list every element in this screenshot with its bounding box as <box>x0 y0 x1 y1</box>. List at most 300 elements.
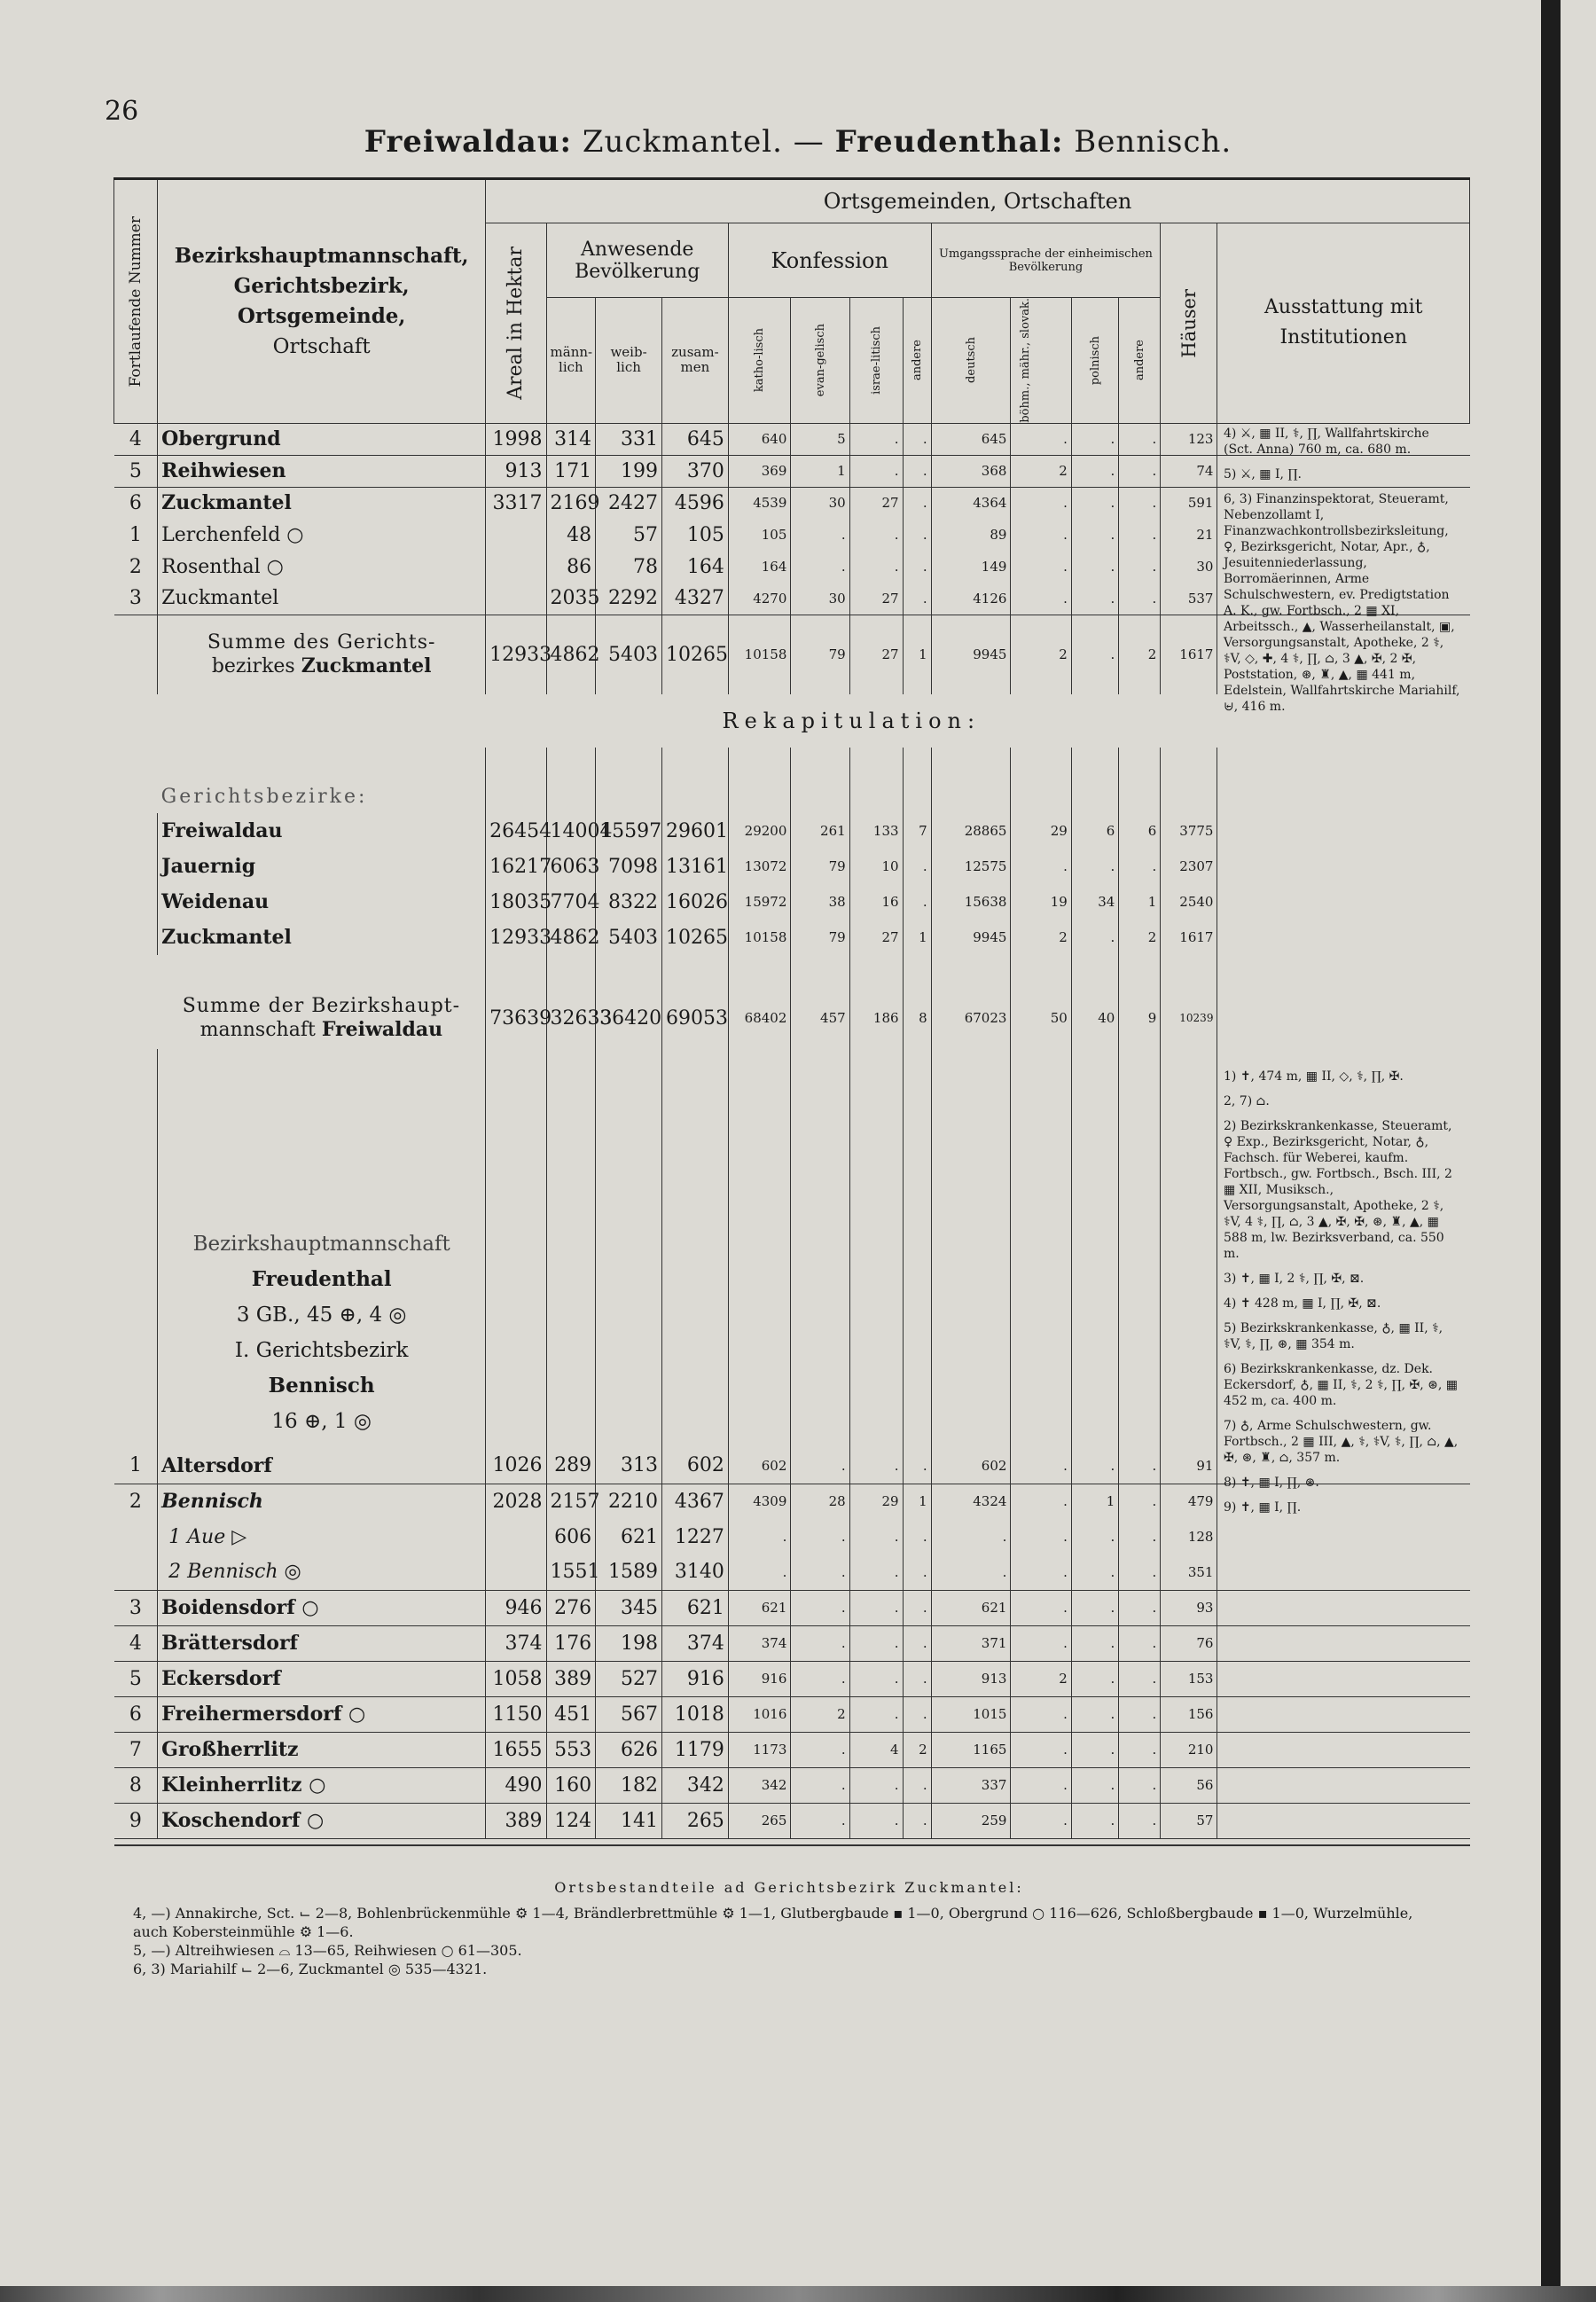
cell-k1: 640 <box>728 423 791 455</box>
cell-s2: . <box>1011 1590 1071 1625</box>
table-row <box>114 1803 1470 1838</box>
cell-k3: . <box>849 1661 903 1696</box>
cell-h: 1617 <box>1161 920 1217 955</box>
cell-z: 1227 <box>661 1519 728 1554</box>
cell-areal: 12933 <box>486 920 546 955</box>
cell-k2: . <box>791 1803 849 1838</box>
cell-k3: . <box>849 1803 903 1838</box>
sum-s4: 2 <box>1119 615 1161 694</box>
scan-edge <box>1541 0 1561 2302</box>
cell-k4: . <box>903 487 931 519</box>
row-number: 7 <box>114 1732 158 1767</box>
cell-w: 331 <box>596 423 662 455</box>
sum-m: 4862 <box>546 615 596 694</box>
cell-s3: . <box>1071 1590 1118 1625</box>
cell-s1: . <box>931 1519 1011 1554</box>
cell-k1: 1016 <box>728 1696 791 1732</box>
cell-s3: . <box>1071 583 1118 615</box>
cell-w: 15597 <box>596 813 662 849</box>
cell-s1: 28865 <box>931 813 1011 849</box>
cell-s3: . <box>1071 1696 1118 1732</box>
header-umgangssprache: Umgangssprache der einheimischen Bevölkerung <box>931 223 1161 298</box>
cell-k3: . <box>849 551 903 583</box>
cell-z: 621 <box>661 1590 728 1625</box>
cell-s3: . <box>1071 551 1118 583</box>
cell-k4: . <box>903 884 931 920</box>
cell-k3: 133 <box>849 813 903 849</box>
cell-k1: 4539 <box>728 487 791 519</box>
row-name: Obergrund <box>158 423 486 455</box>
table-row <box>114 849 1470 884</box>
cell-k2: . <box>791 1625 849 1661</box>
cell-h: 210 <box>1161 1732 1217 1767</box>
note-b-3: 3) ✝, ▦ I, 2 ⚕, ∏, ✠, ⊠. <box>1224 1272 1365 1286</box>
row-number: 2 <box>114 551 158 583</box>
cell-s2: . <box>1011 487 1071 519</box>
cell-h: 479 <box>1161 1484 1217 1519</box>
table-row <box>114 1554 1470 1590</box>
cell-s2: . <box>1011 519 1071 551</box>
cell-k1: 916 <box>728 1661 791 1696</box>
footnote-6: 6, 3) Mariahilf ⌙ 2—6, Zuckmantel ◎ 535—4321. <box>133 1961 488 1977</box>
cell-areal: 1026 <box>486 1448 546 1484</box>
cell-k1: . <box>728 1554 791 1590</box>
cell-areal <box>486 551 546 583</box>
cell-k4: . <box>903 849 931 884</box>
table-row <box>114 1661 1470 1696</box>
cell-m: 7704 <box>546 884 596 920</box>
row-number <box>114 849 158 884</box>
cell-z: 16026 <box>661 884 728 920</box>
row-name: Lerchenfeld ○ <box>158 519 486 551</box>
cell-k3: . <box>849 455 903 487</box>
row-number: 2 <box>114 1484 158 1519</box>
row-number <box>114 813 158 849</box>
cell-z: 105 <box>661 519 728 551</box>
row-number: 6 <box>114 487 158 519</box>
cell-k3: . <box>849 1519 903 1554</box>
cell-h: 21 <box>1161 519 1217 551</box>
cell-k4: . <box>903 1554 931 1590</box>
cell-z: 29601 <box>661 813 728 849</box>
cell-k3: 27 <box>849 487 903 519</box>
cell-k4: 2 <box>903 1732 931 1767</box>
row-name: Koschendorf ○ <box>158 1803 486 1838</box>
title-court-1: Zuckmantel. — <box>572 124 835 160</box>
row-name: Brättersdorf <box>158 1625 486 1661</box>
cell-m: 289 <box>546 1448 596 1484</box>
cell-m: 86 <box>546 551 596 583</box>
cell-w: 199 <box>596 455 662 487</box>
cell-s1: 149 <box>931 551 1011 583</box>
cell-m: 176 <box>546 1625 596 1661</box>
note-b-5: 5) Bezirkskrankenkasse, ♁, ▦ II, ⚕, ⚕V, ⚕, ∏, ⊛, ▦ 354 m. <box>1224 1321 1443 1351</box>
note-b-7: 7) ♁, Arme Schulschwestern, gw. Fortbsch., 2 ▦ III, ▲, ⚕, ⚕V, ⚕, ∏, ⌂, ▲, ✠, ⊛, ♜, ⌂, 357 m. <box>1224 1419 1459 1465</box>
cell-s4: . <box>1119 1803 1161 1838</box>
row-number: 4 <box>114 423 158 455</box>
row-number: 4 <box>114 1625 158 1661</box>
cell-areal: 490 <box>486 1767 546 1803</box>
title-court-2: Bennisch. <box>1063 124 1232 160</box>
recap-label: Rekapitulation: <box>722 709 982 734</box>
row-number: 9 <box>114 1803 158 1838</box>
note-a-4: 4) ⚔, ▦ II, ⚕, ∏, Wallfahrtskirche (Sct. Anna) 760 m, ca. 680 m. <box>1224 427 1429 457</box>
cell-s1: 1165 <box>931 1732 1011 1767</box>
cell-m: 2157 <box>546 1484 596 1519</box>
cell-k3: . <box>849 1590 903 1625</box>
cell-s2: . <box>1011 1803 1071 1838</box>
row-number: 1 <box>114 1448 158 1484</box>
cell-h: 351 <box>1161 1554 1217 1590</box>
table-header <box>114 179 1470 424</box>
cell-w: 626 <box>596 1732 662 1767</box>
notes-bennisch <box>1224 1069 1461 1524</box>
cell-k2: . <box>791 1661 849 1696</box>
cell-z: 164 <box>661 551 728 583</box>
cell-areal: 26454 <box>486 813 546 849</box>
cell-m: 160 <box>546 1767 596 1803</box>
cell-k4: . <box>903 1696 931 1732</box>
sum-s1: 9945 <box>931 615 1011 694</box>
note-b-1: 1) ✝, 474 m, ▦ II, ◇, ⚕, ∏, ✠. <box>1224 1069 1404 1084</box>
cell-s3: . <box>1071 1519 1118 1554</box>
cell-s1: 15638 <box>931 884 1011 920</box>
cell-s4: 2 <box>1119 920 1161 955</box>
cell-k3: . <box>849 1625 903 1661</box>
cell-areal: 1655 <box>486 1732 546 1767</box>
cell-k1: 265 <box>728 1803 791 1838</box>
header-israelitisch: israe-litisch <box>849 298 903 424</box>
cell-k4: . <box>903 1803 931 1838</box>
cell-k3: . <box>849 423 903 455</box>
page-number: 26 <box>105 96 139 127</box>
cell-s3: . <box>1071 423 1118 455</box>
cell-areal: 1150 <box>486 1696 546 1732</box>
table-row <box>114 1625 1470 1661</box>
row-number <box>114 1554 158 1590</box>
total-areal: 73639 <box>486 987 546 1049</box>
cell-s4: . <box>1119 1767 1161 1803</box>
page-title <box>0 124 1596 160</box>
table-row <box>114 1732 1470 1767</box>
cell-areal <box>486 1554 546 1590</box>
cell-m: 48 <box>546 519 596 551</box>
cell-w: 2427 <box>596 487 662 519</box>
cell-k4: . <box>903 583 931 615</box>
cell-k3: 27 <box>849 920 903 955</box>
cell-w: 621 <box>596 1519 662 1554</box>
cell-w: 2210 <box>596 1484 662 1519</box>
header-zusammen: zusam-men <box>661 298 728 424</box>
cell-m: 14004 <box>546 813 596 849</box>
row-name: Großherrlitz <box>158 1732 486 1767</box>
cell-s3: . <box>1071 1661 1118 1696</box>
cell-s1: 4126 <box>931 583 1011 615</box>
row-number: 5 <box>114 455 158 487</box>
table-row <box>114 884 1470 920</box>
cell-k4: . <box>903 455 931 487</box>
cell-k2: 2 <box>791 1696 849 1732</box>
cell-areal: 1998 <box>486 423 546 455</box>
row-number <box>114 884 158 920</box>
cell-s2: . <box>1011 551 1071 583</box>
cell-k3: 27 <box>849 583 903 615</box>
cell-z: 4367 <box>661 1484 728 1519</box>
cell-s2: . <box>1011 849 1071 884</box>
cell-k4: 1 <box>903 1484 931 1519</box>
note-a-6: 6, 3) Finanzinspektorat, Steueramt, Nebenzollamt I, Finanzwachkontrollsbezirksleitung, ♀, Bezirksgericht, Notar, Apr., ♁, Jesuitenniederlassung, Borromäerinnen, Arme Schulschwestern, ev. Predigtstation A. K., gw. Fortbsch., 2 ▦ XI, Arbeitssch., ▲, Wasserheilanstalt, ▣, Versorgungsanstalt, Apotheke, 2 ⚕, ⚕V, ◇, ✚, 4 ⚕, ∏, ⌂, 3 ▲, ✠, 2 ✠, Poststation, ⊛, ♜, ▲, ▦ 441 m, Edelstein, Wallfahrtskirche Mariahilf, ⊌, 416 m. <box>1224 492 1460 714</box>
cell-m: 276 <box>546 1590 596 1625</box>
row-name: 1 Aue ▷ <box>158 1519 486 1554</box>
header-nr: Fortlaufende Nummer <box>114 179 158 424</box>
cell-k3: 29 <box>849 1484 903 1519</box>
cell-k1: 602 <box>728 1448 791 1484</box>
header-areal: Areal in Hektar <box>486 223 546 424</box>
cell-k2: 79 <box>791 920 849 955</box>
row-name: Zuckmantel <box>158 920 486 955</box>
row-name: Reihwiesen <box>158 455 486 487</box>
cell-s1: 913 <box>931 1661 1011 1696</box>
cell-w: 7098 <box>596 849 662 884</box>
cell-s4: . <box>1119 1519 1161 1554</box>
cell-k1: 15972 <box>728 884 791 920</box>
cell-areal: 1058 <box>486 1661 546 1696</box>
cell-w: 141 <box>596 1803 662 1838</box>
cell-k4: . <box>903 1767 931 1803</box>
table-row <box>114 1767 1470 1803</box>
cell-s1: 368 <box>931 455 1011 487</box>
cell-k3: 10 <box>849 849 903 884</box>
total-h: 10239 <box>1161 987 1217 1049</box>
cell-w: 1589 <box>596 1554 662 1590</box>
cell-k4: . <box>903 1590 931 1625</box>
cell-s3: . <box>1071 1767 1118 1803</box>
row-number <box>114 920 158 955</box>
cell-w: 198 <box>596 1625 662 1661</box>
cell-areal: 913 <box>486 455 546 487</box>
cell-s4: . <box>1119 1732 1161 1767</box>
note-b-2a: 2, 7) ⌂. <box>1224 1094 1270 1108</box>
cell-s4: . <box>1119 1590 1161 1625</box>
cell-s4: 6 <box>1119 813 1161 849</box>
sum-k3: 27 <box>849 615 903 694</box>
cell-k1: 13072 <box>728 849 791 884</box>
cell-k1: 164 <box>728 551 791 583</box>
cell-w: 8322 <box>596 884 662 920</box>
cell-areal <box>486 1519 546 1554</box>
cell-w: 567 <box>596 1696 662 1732</box>
cell-s2: . <box>1011 1554 1071 1590</box>
cell-areal: 18035 <box>486 884 546 920</box>
cell-s2: 2 <box>1011 1661 1071 1696</box>
total-s3: 40 <box>1071 987 1118 1049</box>
row-name: Freihermersdorf ○ <box>158 1696 486 1732</box>
total-s2: 50 <box>1011 987 1071 1049</box>
cell-s4: . <box>1119 551 1161 583</box>
header-haeuser: Häuser <box>1161 223 1217 424</box>
cell-s3: . <box>1071 455 1118 487</box>
header-konfession: Konfession <box>728 223 931 298</box>
cell-k2: . <box>791 1590 849 1625</box>
cell-h: 2307 <box>1161 849 1217 884</box>
cell-s1: . <box>931 1554 1011 1590</box>
header-bevoelkerung: Anwesende Bevölkerung <box>546 223 728 298</box>
row-number <box>114 1519 158 1554</box>
row-name: Bennisch <box>158 1484 486 1519</box>
cell-m: 553 <box>546 1732 596 1767</box>
cell-k1: 621 <box>728 1590 791 1625</box>
header-konf-andere: andere <box>903 298 931 424</box>
total-w: 36420 <box>596 987 662 1049</box>
sum-total-label: Summe der Bezirkshaupt- mannschaft Freiwaldau <box>158 987 486 1049</box>
total-z: 69053 <box>661 987 728 1049</box>
cell-m: 1551 <box>546 1554 596 1590</box>
total-k2: 457 <box>791 987 849 1049</box>
header-deutsch: deutsch <box>931 298 1011 424</box>
header-polnisch: polnisch <box>1071 298 1118 424</box>
cell-z: 3140 <box>661 1554 728 1590</box>
row-name: Zuckmantel <box>158 487 486 519</box>
header-evangelisch: evan-gelisch <box>791 298 849 424</box>
note-b-9: 9) ✝, ▦ I, ∏. <box>1224 1500 1302 1515</box>
cell-k4: . <box>903 519 931 551</box>
sum-label: Summe des Gerichts- bezirkes Zuckmantel <box>158 615 486 694</box>
total-s4: 9 <box>1119 987 1161 1049</box>
cell-s2: . <box>1011 1448 1071 1484</box>
cell-areal <box>486 519 546 551</box>
cell-h: 30 <box>1161 551 1217 583</box>
cell-m: 451 <box>546 1696 596 1732</box>
cell-k4: 1 <box>903 920 931 955</box>
cell-h: 153 <box>1161 1661 1217 1696</box>
row-number: 1 <box>114 519 158 551</box>
cell-m: 314 <box>546 423 596 455</box>
cell-k4: . <box>903 1661 931 1696</box>
notes-zuckmantel <box>1224 426 1461 724</box>
row-name: 2 Bennisch ◎ <box>158 1554 486 1590</box>
row-name: Jauernig <box>158 849 486 884</box>
note-a-5: 5) ⚔, ▦ I, ∏. <box>1224 467 1302 482</box>
row-number: 3 <box>114 1590 158 1625</box>
cell-w: 2292 <box>596 583 662 615</box>
row-number: 8 <box>114 1767 158 1803</box>
cell-k4: . <box>903 423 931 455</box>
cell-s4: . <box>1119 1661 1161 1696</box>
header-group-main: Ortsgemeinden, Ortschaften <box>486 179 1470 223</box>
cell-s3: 1 <box>1071 1484 1118 1519</box>
cell-k2: . <box>791 551 849 583</box>
cell-k3: . <box>849 1448 903 1484</box>
table-row <box>114 1590 1470 1625</box>
title-district-1: Freiwaldau: <box>364 124 573 160</box>
cell-z: 342 <box>661 1767 728 1803</box>
note-b-8: 8) ✝, ▦ I, ∏, ⊛. <box>1224 1476 1319 1490</box>
row-name: Weidenau <box>158 884 486 920</box>
cell-s3: . <box>1071 1803 1118 1838</box>
cell-z: 645 <box>661 423 728 455</box>
cell-z: 4327 <box>661 583 728 615</box>
row-name: Rosenthal ○ <box>158 551 486 583</box>
cell-z: 370 <box>661 455 728 487</box>
cell-areal: 374 <box>486 1625 546 1661</box>
cell-s3: . <box>1071 519 1118 551</box>
header-weiblich: weib-lich <box>596 298 662 424</box>
cell-k3: 16 <box>849 884 903 920</box>
cell-areal <box>486 583 546 615</box>
cell-k2: . <box>791 1732 849 1767</box>
cell-k1: 29200 <box>728 813 791 849</box>
cell-k1: . <box>728 1519 791 1554</box>
cell-k4: 7 <box>903 813 931 849</box>
header-boehmisch: böhm., mähr., slovak. <box>1011 298 1071 424</box>
cell-k1: 1173 <box>728 1732 791 1767</box>
cell-k1: 4270 <box>728 583 791 615</box>
rows-recap <box>114 813 1470 955</box>
cell-k2: 30 <box>791 583 849 615</box>
cell-h: 591 <box>1161 487 1217 519</box>
cell-s4: . <box>1119 1484 1161 1519</box>
table-row <box>114 920 1470 955</box>
cell-k3: . <box>849 1767 903 1803</box>
table-row <box>114 813 1470 849</box>
cell-s3: . <box>1071 1554 1118 1590</box>
cell-m: 389 <box>546 1661 596 1696</box>
cell-k1: 369 <box>728 455 791 487</box>
cell-w: 5403 <box>596 920 662 955</box>
sum-k4: 1 <box>903 615 931 694</box>
cell-s1: 89 <box>931 519 1011 551</box>
cell-m: 4862 <box>546 920 596 955</box>
header-maennlich: männ-lich <box>546 298 596 424</box>
cell-k2: . <box>791 1448 849 1484</box>
cell-k2: 38 <box>791 884 849 920</box>
cell-areal: 389 <box>486 1803 546 1838</box>
sum-k2: 79 <box>791 615 849 694</box>
total-k4: 8 <box>903 987 931 1049</box>
sum-total-row <box>114 987 1470 1049</box>
cell-z: 1018 <box>661 1696 728 1732</box>
cell-s2: . <box>1011 1767 1071 1803</box>
cell-h: 93 <box>1161 1590 1217 1625</box>
note-b-4: 4) ✝ 428 m, ▦ I, ∏, ✠, ⊠. <box>1224 1296 1381 1311</box>
cell-h: 123 <box>1161 423 1217 455</box>
row-name: Freiwaldau <box>158 813 486 849</box>
cell-s1: 645 <box>931 423 1011 455</box>
cell-w: 313 <box>596 1448 662 1484</box>
sum-w: 5403 <box>596 615 662 694</box>
cell-s1: 1015 <box>931 1696 1011 1732</box>
cell-s2: . <box>1011 423 1071 455</box>
cell-s1: 4324 <box>931 1484 1011 1519</box>
cell-k2: . <box>791 1554 849 1590</box>
freudenthal-block: Bezirkshauptmannschaft Freudenthal 3 GB., 45 ⊕, 4 ◎ I. Gerichtsbezirk Bennisch 16 ⊕, 1 ◎ <box>158 1049 486 1448</box>
cell-s3: 34 <box>1071 884 1118 920</box>
cell-h: 56 <box>1161 1767 1217 1803</box>
cell-h: 128 <box>1161 1519 1217 1554</box>
cell-z: 10265 <box>661 920 728 955</box>
sum-z: 10265 <box>661 615 728 694</box>
cell-w: 78 <box>596 551 662 583</box>
row-name: Altersdorf <box>158 1448 486 1484</box>
cell-h: 537 <box>1161 583 1217 615</box>
cell-k2: 30 <box>791 487 849 519</box>
note-b-2: 2) Bezirkskrankenkasse, Steueramt, ♀ Exp., Bezirksgericht, Notar, ♁, Fachsch. für Weberei, kaufm. Fortbsch., gw. Fortbsch., Bsch. III, 2 ▦ XII, Musiksch., Versorgungsanstalt, Apotheke, 2 ⚕, ⚕V, 4 ⚕, ∏, ⌂, 3 ▲, ✠, ✠, ⊛, ♜, ▲, ▦ 588 m, lw. Bezirksverband, ca. 550 m. <box>1224 1119 1452 1261</box>
cell-areal: 2028 <box>486 1484 546 1519</box>
cell-h: 91 <box>1161 1448 1217 1484</box>
cell-s2: . <box>1011 1484 1071 1519</box>
cell-s2: 2 <box>1011 455 1071 487</box>
cell-h: 2540 <box>1161 884 1217 920</box>
